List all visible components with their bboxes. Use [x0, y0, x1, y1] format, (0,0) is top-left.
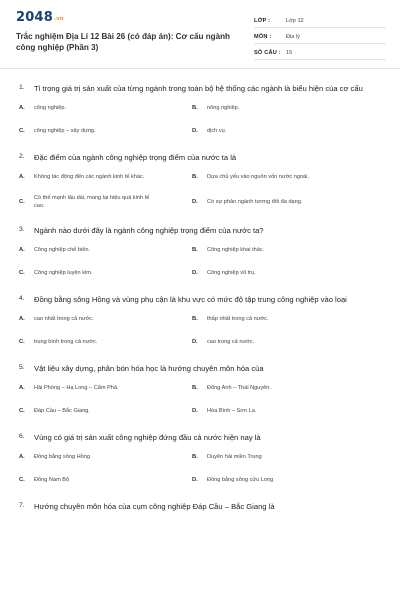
option-text: Duyên hải miền Trung	[207, 454, 262, 460]
option-letter: A.	[19, 174, 25, 180]
option-letter: B.	[192, 247, 198, 253]
option-text: nông nghiệp.	[207, 105, 240, 111]
answer-options	[19, 382, 379, 417]
question-6	[19, 432, 379, 486]
option-letter: C.	[19, 477, 25, 483]
question-number: 5.	[19, 364, 25, 371]
option-text: Dựa chủ yếu vào nguồn vốn nước ngoài.	[207, 174, 309, 180]
answer-option-b[interactable]	[192, 244, 365, 256]
answer-option-d[interactable]	[192, 125, 365, 137]
option-letter: A.	[19, 385, 25, 391]
answer-options	[19, 171, 379, 210]
answer-option-a[interactable]	[19, 451, 192, 463]
answer-options	[19, 102, 379, 137]
option-letter: D.	[192, 270, 198, 276]
document-title: Trắc nghiệm Địa Lí 12 Bài 26 (có đáp án): Cơ cấu ngành công nghiệp (Phần 3)	[16, 32, 230, 52]
answer-options	[19, 244, 379, 279]
meta-row-class	[254, 14, 386, 28]
option-text: công nghiệp.	[34, 105, 67, 111]
option-letter: C.	[19, 270, 25, 276]
option-text: Công nghiệp chế biến.	[34, 247, 90, 253]
answer-options	[19, 451, 379, 486]
question-text: Vật liệu xây dựng, phân bón hóa học là hướng chuyên môn hóa của	[34, 364, 264, 373]
answer-option-b[interactable]	[192, 171, 365, 183]
question-list	[19, 83, 379, 528]
option-letter: D.	[192, 339, 198, 345]
answer-option-a[interactable]	[19, 313, 192, 325]
option-letter: A.	[19, 247, 25, 253]
option-letter: B.	[192, 316, 198, 322]
option-text: Hòa Bình – Sơn La.	[207, 408, 257, 414]
option-letter: A.	[19, 105, 25, 111]
question-text: Ngành nào dưới đây là ngành công nghiệp trọng điểm của nước ta?	[34, 226, 264, 235]
answer-option-c[interactable]	[19, 474, 192, 486]
question-text: Đặc điểm của ngành công nghiệp trọng điểm của nước ta là	[34, 153, 237, 162]
option-letter: A.	[19, 316, 25, 322]
answer-option-c[interactable]	[19, 267, 192, 279]
question-4	[19, 294, 379, 348]
answer-option-d[interactable]	[192, 267, 365, 279]
logo-text: 2048	[16, 10, 53, 25]
meta-value: 15	[286, 49, 293, 56]
option-text: thấp nhất trong cả nước.	[207, 316, 269, 322]
option-text: trung bình trong cả nước.	[34, 339, 98, 345]
question-5	[19, 363, 379, 417]
answer-option-b[interactable]	[192, 313, 365, 325]
option-letter: C.	[19, 128, 25, 134]
answer-option-c[interactable]	[19, 405, 192, 417]
option-text: Có sự phân ngành tương đối đa dạng.	[207, 199, 303, 205]
question-1	[19, 83, 379, 137]
answer-option-b[interactable]	[192, 451, 365, 463]
document-meta	[254, 14, 386, 60]
option-text: Đông Nam Bộ	[34, 477, 70, 483]
option-letter: C.	[19, 199, 25, 205]
answer-option-c[interactable]	[19, 336, 192, 348]
question-number: 1.	[19, 84, 25, 91]
question-number: 6.	[19, 433, 25, 440]
answer-option-c[interactable]	[19, 194, 192, 210]
option-text: Đồng bằng sông Hồng	[34, 454, 90, 460]
question-number: 7.	[19, 502, 25, 509]
answer-option-b[interactable]	[192, 382, 365, 394]
question-number: 2.	[19, 153, 25, 160]
option-text: Không tác động đến các ngành kinh tế khác.	[34, 174, 145, 180]
option-text: dịch vụ.	[207, 128, 227, 134]
option-letter: D.	[192, 408, 198, 414]
option-letter: D.	[192, 128, 198, 134]
question-2	[19, 152, 379, 210]
option-letter: D.	[192, 199, 198, 205]
option-text: cao nhất trong cả nước.	[34, 316, 94, 322]
option-letter: C.	[19, 339, 25, 345]
question-text: Tỉ trọng giá trị sản xuất của từng ngành trong toàn bộ hệ thống các ngành là biểu hiện của cơ cấu	[34, 84, 363, 93]
answer-option-a[interactable]	[19, 171, 192, 183]
option-letter: A.	[19, 454, 25, 460]
answer-option-d[interactable]	[192, 405, 365, 417]
answer-option-d[interactable]	[192, 194, 365, 210]
option-text: Hải Phòng – Hạ Long – Cẩm Phả.	[34, 385, 119, 391]
question-text: Đồng bằng sông Hồng và vùng phụ cận là khu vực có mức độ tập trung công nghiệp vào loại	[34, 295, 347, 304]
answer-option-c[interactable]	[19, 125, 192, 137]
question-3	[19, 225, 379, 279]
option-letter: D.	[192, 477, 198, 483]
question-text: Vùng có giá trị sản xuất công nghiệp đứng đầu cả nước hiện nay là	[34, 433, 261, 442]
meta-value[interactable]: Lớp 12	[286, 17, 304, 24]
option-letter: B.	[192, 454, 198, 460]
option-text: Có thế mạnh lâu dài, mang lại hiệu quả kinh tế cao.	[34, 195, 150, 209]
answer-option-d[interactable]	[192, 474, 365, 486]
option-text: Công nghiệp vũ trụ.	[207, 270, 256, 276]
option-text: công nghiệp – xây dựng.	[34, 128, 96, 134]
option-text: Đông Anh – Thái Nguyên.	[207, 385, 271, 391]
question-text: Hướng chuyên môn hóa của cụm công nghiệp Đáp Cầu – Bắc Giang là	[34, 502, 275, 511]
option-text: Đồng bằng sông cửu Long	[207, 477, 274, 483]
answer-option-a[interactable]	[19, 102, 192, 114]
meta-row-subject	[254, 30, 386, 44]
answer-option-a[interactable]	[19, 244, 192, 256]
answer-option-a[interactable]	[19, 382, 192, 394]
question-number: 3.	[19, 226, 25, 233]
question-number: 4.	[19, 295, 25, 302]
option-letter: B.	[192, 174, 198, 180]
header-divider	[0, 68, 400, 69]
answer-options	[19, 313, 379, 348]
option-letter: C.	[19, 408, 25, 414]
option-letter: B.	[192, 105, 198, 111]
option-text: Công nghiệp luyện kim.	[34, 270, 93, 276]
option-text: Đáp Cầu – Bắc Giang.	[34, 408, 90, 414]
meta-row-count	[254, 46, 386, 60]
answer-option-b[interactable]	[192, 102, 365, 114]
question-7	[19, 501, 379, 513]
logo-suffix: .vn	[53, 16, 64, 22]
option-text: Công nghiệp khai thác.	[207, 247, 265, 253]
meta-value[interactable]: Địa lý	[286, 33, 300, 40]
page-header	[16, 10, 386, 72]
option-text: cao trong cả nước.	[207, 339, 255, 345]
meta-label: LỚP :	[254, 17, 271, 24]
meta-label: SỐ CÂU :	[254, 49, 281, 56]
answer-option-d[interactable]	[192, 336, 365, 348]
meta-label: MÔN :	[254, 33, 272, 40]
option-letter: B.	[192, 385, 198, 391]
